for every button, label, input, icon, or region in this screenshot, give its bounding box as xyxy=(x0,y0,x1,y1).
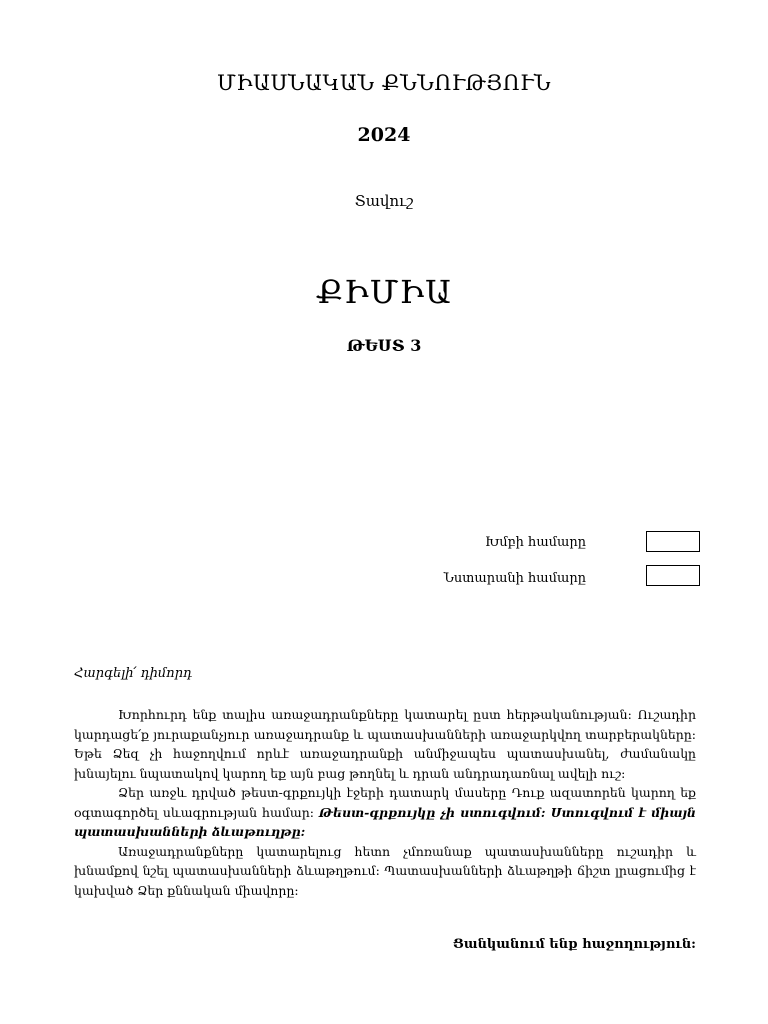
exam-stream: Տավուշ xyxy=(354,192,414,210)
greeting: Հարգելի՛ դիմորդ xyxy=(74,666,193,681)
instruction-paragraph: Խորհուրդ ենք տալիս առաջադրանքները կատարել ըստ հերթականության: Ուշադիր կարդացե՛ք յուրաքանչյուր առաջադրանք և պատասխանների առաջարկվող տարբերակները: Եթե Ձեզ չի հաջողվում որևէ առաջադրանքի անմիջապես պատասխանել, ժամանակը խնայելու նպատակով կարող եք այն բաց թողնել և դրան անդրադառնալ ավելի ուշ: xyxy=(74,707,696,781)
group-number-field[interactable] xyxy=(646,531,700,552)
group-number-label: Խմբի համարը xyxy=(485,535,586,550)
instruction-paragraph: Առաջադրանքները կատարելուց հետո չմոռանաք պատասխանները ուշադիր և խնամքով նշել պատասխանների ձևաթղթում: Պատասխանների ձևաթղթի ճիշտ լրացումից է կախված Ձեր քննական միավորը: xyxy=(74,843,696,898)
instruction-emphasis: Թեստ-գրքույկը չի ստուգվում: Ստուգվում է միայն պատասխանների ձևաթուղթը: xyxy=(74,804,697,839)
exam-variant: ԹԵՍՏ 3 xyxy=(346,336,422,355)
exam-title: ՄԻԱՍՆԱԿԱՆ ՔՆՆՈՒԹՅՈՒՆ xyxy=(216,71,551,95)
exam-year: 2024 xyxy=(357,124,411,146)
exam-subject: ՔԻՄԻԱ xyxy=(315,273,453,311)
closing-wish: Ցանկանում ենք հաջողություն: xyxy=(452,937,696,952)
student-number-label: Նստարանի համարը xyxy=(443,571,586,586)
instructions xyxy=(74,705,696,900)
instruction-paragraph xyxy=(74,783,696,842)
instruction-text: Ձեր առջև դրված թեստ-գրքույկի էջերի դատարկ մասերը Դուք ազատորեն կարող եք օգտագործել սևագրության համար: xyxy=(74,785,696,820)
student-number-field[interactable] xyxy=(646,565,700,586)
